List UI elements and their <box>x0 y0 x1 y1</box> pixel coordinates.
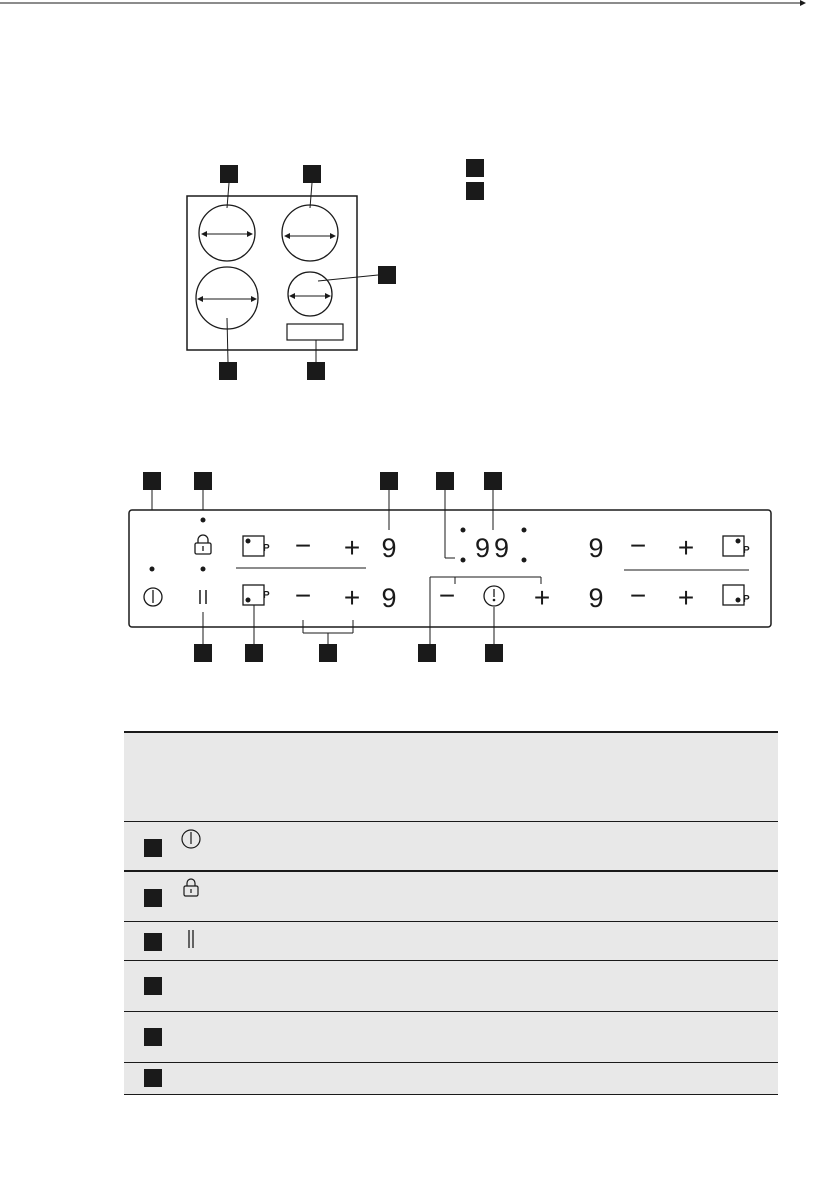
powerboost-button-front-right[interactable] <box>723 585 750 605</box>
plus-button-rear-right[interactable]: + <box>677 532 695 563</box>
minus-button-rear-left[interactable]: − <box>294 530 312 561</box>
minus-button-front-right[interactable]: − <box>629 580 647 611</box>
callout-marker <box>485 644 503 662</box>
timer-icon[interactable] <box>484 586 504 606</box>
lock-icon <box>180 878 202 900</box>
display-front-right: 9 <box>588 583 604 613</box>
minus-button-front-left[interactable]: − <box>294 580 312 611</box>
plus-button-front-right[interactable]: + <box>677 582 695 613</box>
lock-icon[interactable] <box>195 535 211 554</box>
table-row <box>124 960 778 1011</box>
pause-icon[interactable] <box>200 590 206 604</box>
lock-indicator <box>201 518 206 523</box>
on-off-indicator <box>150 567 155 572</box>
powerboost-label: P <box>743 545 750 556</box>
callout-marker <box>245 644 263 662</box>
row-marker <box>144 933 162 951</box>
table-row <box>124 821 778 870</box>
row-marker <box>144 1069 162 1087</box>
row-marker <box>144 1028 162 1046</box>
table-header <box>124 731 778 821</box>
on-off-icon[interactable] <box>144 588 162 606</box>
callout-marker <box>484 472 502 490</box>
timer-minus-button[interactable]: − <box>438 580 456 611</box>
row-marker <box>144 889 162 907</box>
powerboost-button-front-left[interactable] <box>243 585 270 605</box>
display-rear-right: 9 <box>588 533 604 563</box>
display-front-left: 9 <box>381 583 397 613</box>
callout-marker <box>380 472 398 490</box>
callout-marker <box>436 472 454 490</box>
powerboost-button-rear-right[interactable] <box>723 536 750 556</box>
pause-indicator <box>201 567 206 572</box>
on-off-icon <box>180 828 202 850</box>
plus-button-front-left[interactable]: + <box>343 582 361 613</box>
plus-button-rear-left[interactable]: + <box>343 532 361 563</box>
callout-marker <box>194 644 212 662</box>
powerboost-label: P <box>743 594 750 605</box>
top-callouts <box>143 472 502 558</box>
powerboost-button-rear-left[interactable] <box>243 536 270 556</box>
pause-icon <box>180 928 202 950</box>
powerboost-label: P <box>263 543 270 554</box>
display-rear-left: 9 <box>381 533 397 563</box>
table-row <box>124 1011 778 1062</box>
row-marker <box>144 839 162 857</box>
callout-marker <box>319 644 337 662</box>
timer-plus-button[interactable]: + <box>533 582 551 613</box>
table-row <box>124 870 778 921</box>
row-marker <box>144 977 162 995</box>
powerboost-label: P <box>263 590 270 601</box>
table-row <box>124 921 778 960</box>
timer-display: 99 <box>474 533 514 563</box>
table-row <box>124 1062 778 1095</box>
minus-button-rear-right[interactable]: − <box>629 530 647 561</box>
callout-marker <box>143 472 161 490</box>
callout-marker <box>194 472 212 490</box>
callout-marker <box>418 644 436 662</box>
controls-table <box>124 731 778 1095</box>
